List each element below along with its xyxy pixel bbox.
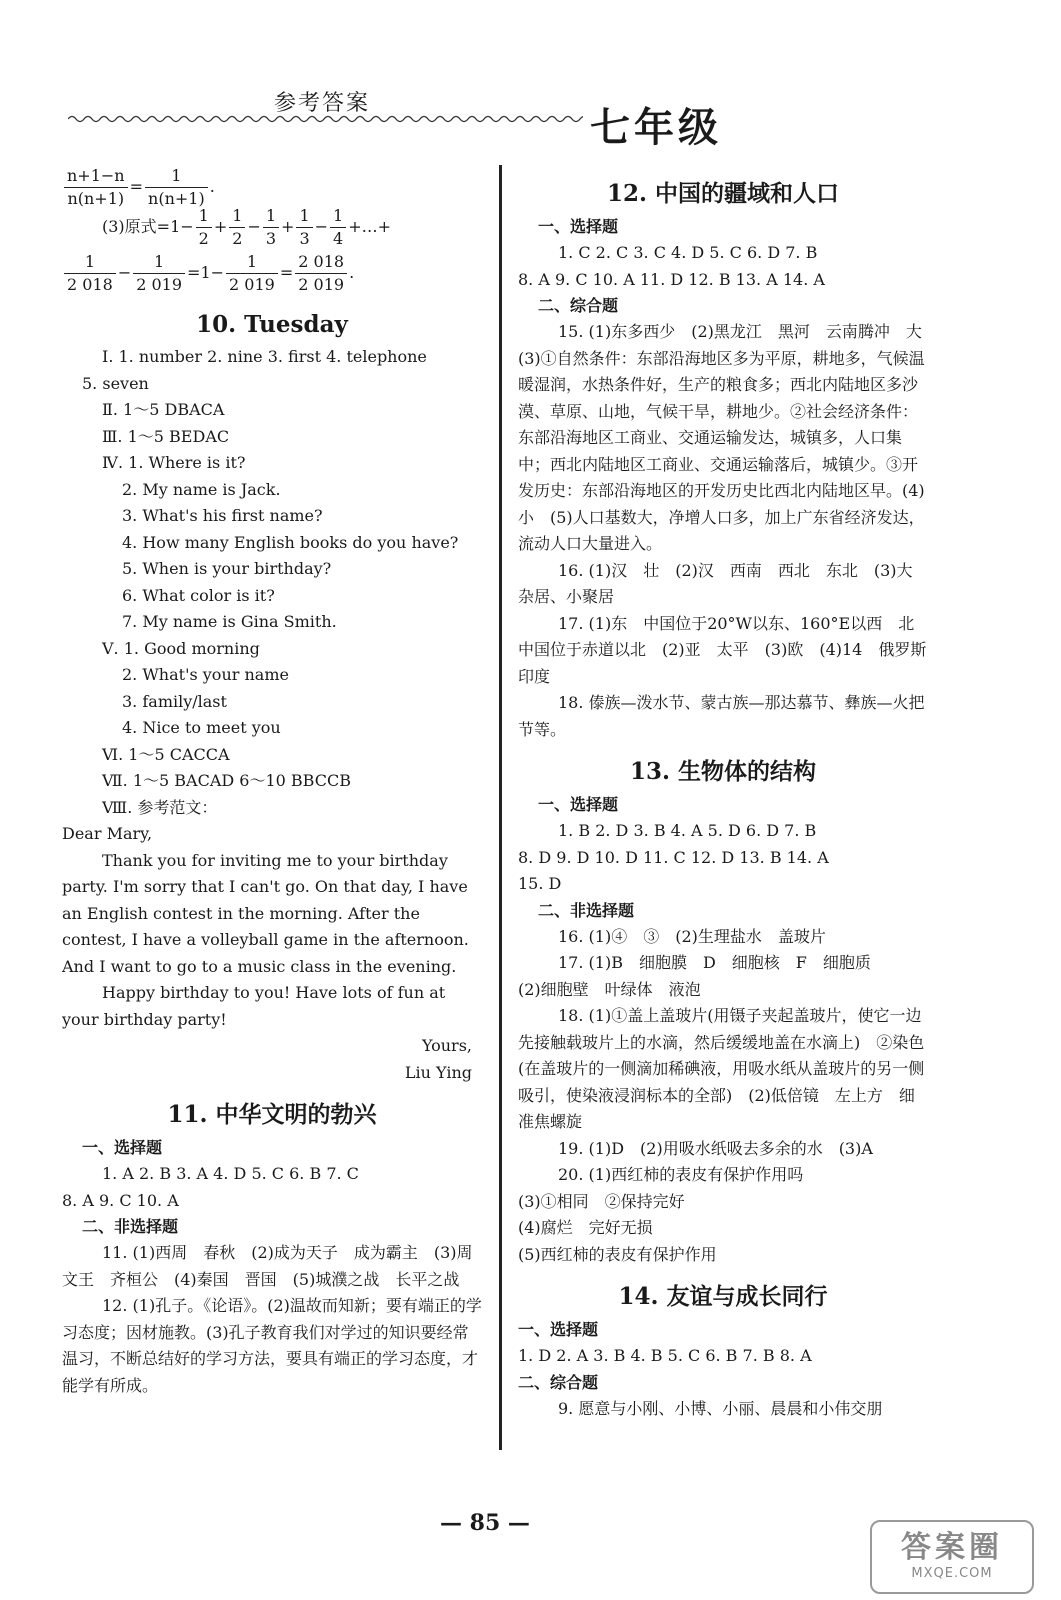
subsection-heading: 一、选择题 — [538, 217, 619, 236]
subsection-heading: 一、选择题 — [538, 795, 619, 814]
header-grade: 七年级 — [590, 104, 722, 151]
answer-paragraph: 12. (1)孔子。《论语》。(2)温故而知新；要有端正的学习态度；因材施教。(3)孔子教育我们对学过的知识要经常温习，不断总结好的学习方法，要具有端正的学习态度，才能学有所成。 — [62, 1296, 482, 1395]
answer-line: 1. B 2. D 3. B 4. A 5. D 6. D 7. B — [558, 821, 817, 840]
answer-line: (4)腐烂 完好无损 — [518, 1218, 653, 1237]
answer-line: 2. My name is Jack. — [122, 479, 281, 499]
answer-line: 4. How many English books do you have? — [122, 532, 459, 552]
letter-body: Happy birthday to you! Have lots of fun at your birthday party! — [62, 983, 446, 1029]
section-title: 13. 生物体的结构 — [629, 758, 817, 785]
left-column — [62, 165, 482, 1399]
answer-paragraph: 18. (1)①盖上盖玻片(用镊子夹起盖玻片，使它一边先接触载玻片上的水滴，然后缓缓地盖在水滴上) ②染色(在盖玻片的一侧滴加稀碘液，用吸水纸从盖玻片的另一侧吸引，使染液浸润标本的全部) (2)低倍镜 左上方 细准焦螺旋 — [518, 1006, 925, 1131]
answer-line: Ⅰ. 1. number 2. nine 3. first 4. telephone — [102, 347, 427, 366]
section-title: 12. 中国的疆域和人口 — [606, 180, 840, 207]
answer-line: Ⅷ. 参考范文： — [102, 797, 218, 817]
watermark-logo: 答案圈 MXQE.COM — [870, 1520, 1034, 1594]
letter-closing: Yours, — [421, 1036, 472, 1055]
answer-line: 5. seven — [82, 373, 149, 393]
subsection-heading: 二、综合题 — [518, 1372, 599, 1392]
page-number: — 85 — — [440, 1510, 530, 1536]
section-title: 11. 中华文明的勃兴 — [167, 1101, 377, 1128]
answer-line: 19. (1)D (2)用吸水纸吸去多余的水 (3)A — [558, 1138, 873, 1158]
header-subtitle: 参考答案 — [274, 91, 371, 116]
answer-line: 5. When is your birthday? — [122, 559, 332, 578]
answer-line: Ⅵ. 1～5 CACCA — [102, 744, 230, 764]
answer-line: (2)细胞壁 叶绿体 液泡 — [518, 979, 701, 999]
answer-line: 2. What's your name — [122, 665, 289, 684]
subsection-heading: 二、非选择题 — [538, 900, 635, 920]
subsection-heading: 一、选择题 — [82, 1138, 163, 1157]
answer-line: 6. What color is it? — [122, 585, 275, 605]
answer-line: Ⅲ. 1～5 BEDAC — [102, 426, 230, 446]
answer-line: 1. D 2. A 3. B 4. B 5. C 6. B 7. B 8. A — [518, 1346, 812, 1365]
math-line-3: $\frac{1}{2 018}$ − $\frac{1}{2 019}$ =1− $\frac{1}{2 019}$ = $\frac{2 018}{2 019}$ . — [62, 251, 482, 297]
answer-line: 4. Nice to meet you — [122, 718, 281, 737]
answer-line: 8. A 9. C 10. A 11. D 12. B 13. A 14. A — [518, 269, 825, 289]
answer-line: 3. family/last — [122, 691, 227, 711]
subsection-heading: 二、综合题 — [538, 296, 619, 315]
answer-line: Ⅴ. 1. Good morning — [102, 638, 260, 658]
answer-line: 9. 愿意与小刚、小博、小丽、晨晨和小伟交朋 — [558, 1398, 883, 1418]
answer-line: 17. (1)B 细胞膜 D 细胞核 F 细胞质 — [558, 953, 871, 972]
answer-line: 16. (1)④ ③ (2)生理盐水 盖玻片 — [558, 926, 826, 946]
header-wave-divider — [68, 112, 583, 126]
answer-paragraph: 17. (1)东 中国位于20°W以东、160°E以西 北 中国位于赤道以北 (2)亚 太平 (3)欧 (4)14 俄罗斯 印度 — [518, 613, 943, 686]
frac-numerator: n+1−n — [64, 165, 128, 188]
letter-greeting: Dear Mary, — [62, 824, 153, 843]
right-column — [518, 165, 943, 1422]
section-title: 10. Tuesday — [196, 311, 348, 338]
answer-line: 20. (1)西红柿的表皮有保护作用吗 — [558, 1165, 804, 1184]
answer-line: 1. A 2. B 3. A 4. D 5. C 6. B 7. C — [102, 1164, 359, 1183]
answer-line: (3)①相同 ②保持完好 — [518, 1191, 685, 1211]
letter-body: Thank you for inviting me to your birthday party. I'm sorry that I can't go. On that day, I have an English contest in the morning. After the contest, I have a volleyball game in the afternoon. And I want to go to a music class in the evening. — [62, 850, 469, 976]
answer-line: Ⅶ. 1～5 BACAD 6～10 BBCCB — [102, 771, 351, 790]
subsection-heading: 一、选择题 — [518, 1320, 599, 1339]
answer-line: (5)西红柿的表皮有保护作用 — [518, 1244, 717, 1264]
section-title: 14. 友谊与成长同行 — [618, 1283, 828, 1310]
subsection-heading: 二、非选择题 — [82, 1217, 179, 1236]
answer-paragraph: 15. (1)东多西少 (2)黑龙江 黑河 云南腾冲 大 (3)①自然条件：东部沿海地区多为平原，耕地多，气候温暖湿润，水热条件好，生产的粮食多；西北内陆地区多沙漠、草原、山地，气候干旱，耕地少。②社会经济条件：东部沿海地区工商业、交通运输发达，城镇多，人口集中；西北内陆地区工商业、交通运输落后，城镇少。③开发历史：东部沿海地区的开发历史比西北内陆地区早。(4)小 (5)人口基数大，净增人口多，加上广东省经济发达，流动人口大量进入。 — [518, 322, 938, 553]
answer-line: 3. What's his first name? — [122, 506, 323, 525]
answer-line: 7. My name is Gina Smith. — [122, 612, 337, 631]
answer-line: 8. A 9. C 10. A — [62, 1190, 179, 1210]
answer-paragraph: 16. (1)汉 壮 (2)汉 西南 西北 东北 (3)大杂居、小聚居 — [518, 560, 913, 606]
answer-line: Ⅳ. 1. Where is it? — [102, 453, 246, 472]
frac-denominator: n(n+1) — [67, 189, 125, 208]
letter-signature: Liu Ying — [404, 1062, 472, 1082]
answer-line: 1. C 2. C 3. C 4. D 5. C 6. D 7. B — [558, 243, 818, 262]
answer-line: 8. D 9. D 10. D 11. C 12. D 13. B 14. A — [518, 847, 829, 867]
answer-line: Ⅱ. 1～5 DBACA — [102, 400, 225, 419]
answer-paragraph: 11. (1)西周 春秋 (2)成为天子 成为霸主 (3)周文王 齐桓公 (4)秦国 晋国 (5)城濮之战 长平之战 — [62, 1243, 473, 1289]
column-divider — [499, 165, 502, 1450]
math-line-2: (3)原式=1− $\frac{1}{2}$ + $\frac{1}{2}$ − $\frac{1}{3}$ + $\frac{1}{3}$ − $\frac{1}{4}$ +…+ — [102, 206, 392, 248]
answer-paragraph: 18. 傣族—泼水节、蒙古族—那达慕节、彝族—火把节等。 — [518, 693, 925, 739]
math-line-1: $\frac{n+1-n}{n(n+1)}$ = $\frac{1}{n(n+1)}$ . — [62, 165, 482, 199]
answer-line: 15. D — [518, 874, 562, 893]
